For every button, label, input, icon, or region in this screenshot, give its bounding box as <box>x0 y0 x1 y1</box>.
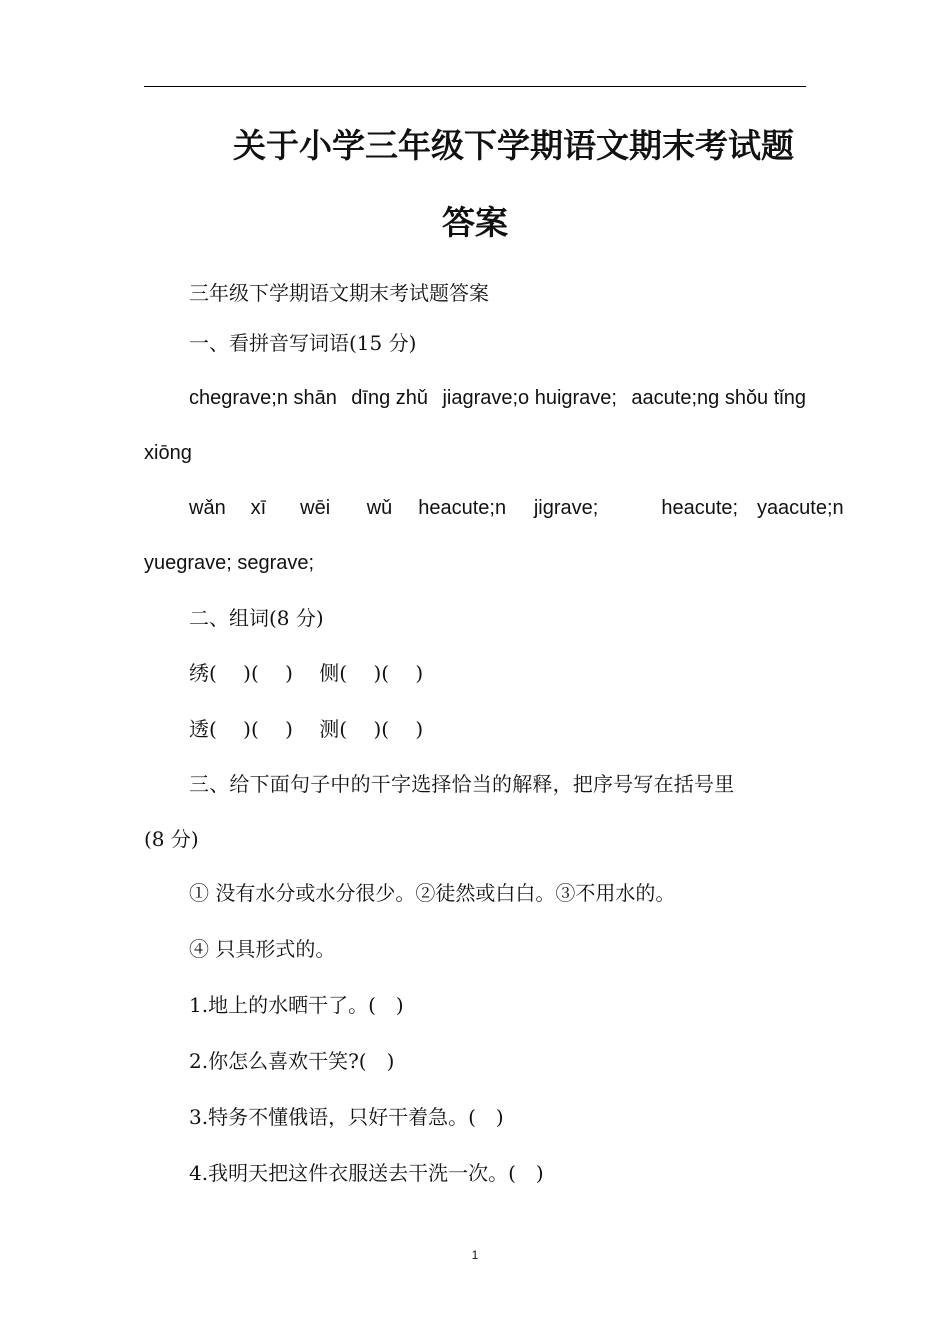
section-1-heading: 一、看拼音写词语(15 分) <box>189 331 417 355</box>
question-4: 4.我明天把这件衣服送去干洗一次。( ) <box>189 1161 544 1185</box>
header-rule <box>144 86 806 87</box>
pinyin-item: aacute;ng shǒu tǐng <box>631 387 806 409</box>
pinyin-item: xī <box>250 497 267 519</box>
section-3-heading: 三、给下面句子中的干字选择恰当的解释，把序号写在括号里 <box>189 772 735 796</box>
document-title-line2: 答案 <box>442 203 508 242</box>
group-words-row-2: 透( )( ) 测( )( ) <box>189 717 424 741</box>
page-number: 1 <box>471 1248 479 1262</box>
pinyin-item: chegrave;n shān <box>189 387 337 409</box>
pinyin-row-1-continued: xiōng <box>144 442 192 464</box>
document-title-line1: 关于小学三年级下学期语文期末考试题 <box>233 126 794 165</box>
question-2: 2.你怎么喜欢干笑?( ) <box>189 1049 395 1073</box>
pinyin-row-1 <box>144 384 806 412</box>
pinyin-item: jigrave; <box>533 497 599 519</box>
pinyin-item: wǔ <box>366 497 393 519</box>
group-words-row-1: 绣( )( ) 侧( )( ) <box>189 661 424 685</box>
pinyin-item: heacute; <box>661 497 739 519</box>
pinyin-row-2 <box>144 494 844 522</box>
pinyin-item: yaacute;n <box>756 497 844 519</box>
pinyin-item: jiagrave;o huigrave; <box>442 387 617 409</box>
pinyin-item: wēi <box>300 497 331 519</box>
question-3: 3.特务不懂俄语，只好干着急。( ) <box>189 1105 504 1129</box>
options-row-2: ④ 只具形式的。 <box>189 937 336 961</box>
pinyin-item: dīng zhǔ <box>351 387 429 409</box>
question-1: 1.地上的水晒干了。( ) <box>189 993 404 1017</box>
pinyin-item: heacute;n <box>418 497 507 519</box>
subtitle: 三年级下学期语文期末考试题答案 <box>189 281 489 305</box>
section-3-heading-continued: (8 分) <box>144 827 199 851</box>
section-2-heading: 二、组词(8 分) <box>189 606 324 630</box>
pinyin-row-2-continued: yuegrave; segrave; <box>144 552 315 574</box>
pinyin-item: wǎn <box>189 497 226 519</box>
options-row-1: ① 没有水分或水分很少。②徒然或白白。③不用水的。 <box>189 881 676 905</box>
